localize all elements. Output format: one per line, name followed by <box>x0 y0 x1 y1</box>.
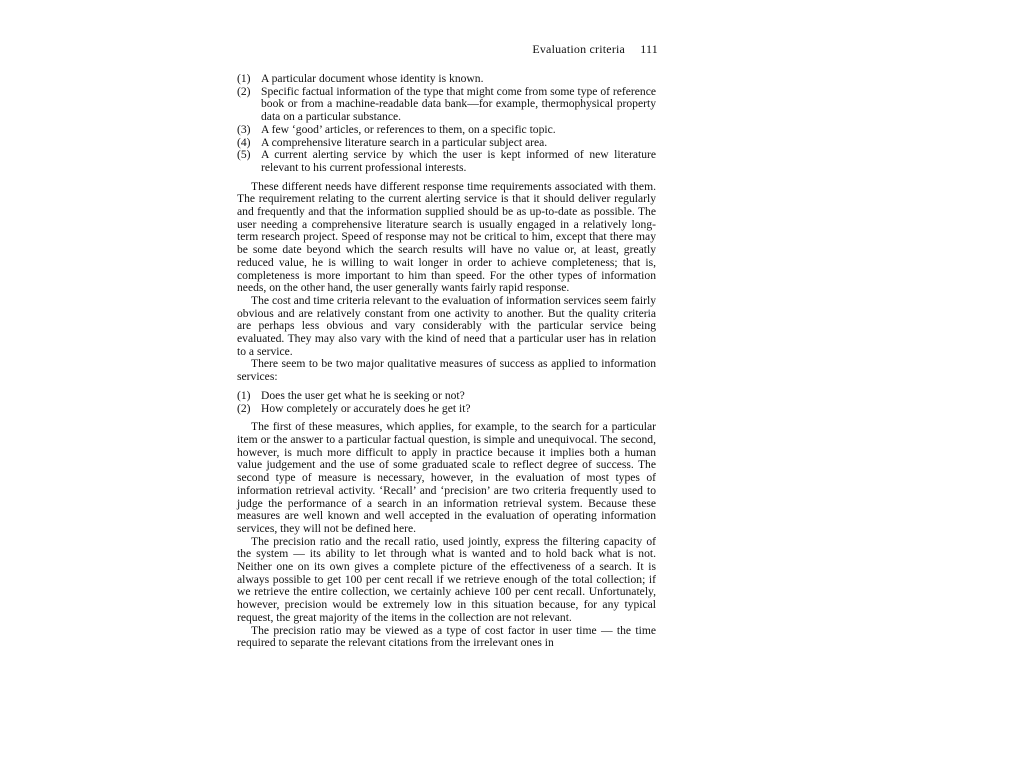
list-item <box>237 390 656 403</box>
list-item-text: A few ‘good’ articles, or references to them, on a specific topic. <box>261 122 556 136</box>
list-item <box>237 86 656 124</box>
list-item-number: (1) <box>237 72 251 85</box>
list-item-text: Specific factual information of the type that might come from some type of reference book or from a machine-readable data bank—for example, thermophysical property data on a particular substance. <box>261 84 657 124</box>
paragraph: The first of these measures, which applies, for example, to the search for a particular item or the answer to a particular factual question, is simple and unequivocal. The second, however, is much more difficult to apply in practice because it implies both a human value judgement and the use of some graduated scale to reflect degree of success. The second type of measure is necessary, however, in the evaluation of most types of information retrieval activity. ‘Recall’ and ‘precision’ are two criteria frequently used to judge the performance of a search in an information retrieval system. Because these measures are well known and well accepted in the evaluation of operating information services, they will not be defined here. <box>237 420 656 535</box>
paragraph: These different needs have different response time requirements associated with them. The requirement relating to the current alerting service is that it should deliver regularly and frequently and that the information supplied should be as up-to-date as possible. The user needing a comprehensive literature search is usually engaged in a relatively long-term research project. Speed of response may not be critical to him, except that there may be some date beyond which the search results will have no value or, at least, greatly reduced value, he is willing to wait longer in order to achieve completeness; that is, completeness is more important to him than speed. For the other types of information needs, on the other hand, the user generally wants fairly rapid response. <box>237 179 656 295</box>
list-item-number: (2) <box>237 84 251 98</box>
list-item-number: (2) <box>237 401 251 415</box>
information-needs-list <box>237 73 656 175</box>
list-item-text: A particular document whose identity is known. <box>261 72 484 85</box>
list-item <box>237 149 656 174</box>
page-number: 111 <box>640 42 658 56</box>
paragraph: The cost and time criteria relevant to the evaluation of information services seem fairly obvious and are relatively constant from one activity to another. But the quality criteria are perhaps less obvious and vary considerably with the particular service being evaluated. They may also vary with the kind of need that a particular user has in relation to a service. <box>237 293 656 358</box>
list-item-number: (3) <box>237 122 251 136</box>
running-head <box>420 42 658 57</box>
list-item-text: How completely or accurately does he get it? <box>261 401 471 415</box>
running-title: Evaluation criteria <box>532 42 626 56</box>
list-item-number: (5) <box>237 148 251 162</box>
qualitative-measures-list <box>237 390 656 415</box>
list-item-number: (4) <box>237 135 251 149</box>
list-item <box>237 403 656 416</box>
paragraph: The precision ratio may be viewed as a type of cost factor in user time — the time required to separate the relevant citations from the irrelevant ones in <box>237 623 656 650</box>
list-item-text: Does the user get what he is seeking or not? <box>261 388 465 402</box>
list-item-text: A current alerting service by which the user is kept informed of new literature relevant to his current professional interests. <box>261 148 656 174</box>
paragraph: There seem to be two major qualitative measures of success as applied to information services: <box>237 357 656 384</box>
list-item-text: A comprehensive literature search in a particular subject area. <box>261 135 548 149</box>
paragraph: The precision ratio and the recall ratio, used jointly, express the filtering capacity of the system — its ability to let through what is wanted and to hold back what is not. Neither one on its own gives a complete picture of the effectiveness of a search. It is always possible to get 100 per cent recall if we retrieve enough of the total collection; if we retrieve the entire collection, we certainly achieve 100 per cent recall. Unfortunately, however, precision would be extremely low in this situation because, for any typical request, the great majority of the items in the collection are not relevant. <box>237 534 656 624</box>
list-item <box>237 73 656 86</box>
body-text <box>237 73 656 650</box>
list-item-number: (1) <box>237 388 251 402</box>
list-item <box>237 124 656 137</box>
